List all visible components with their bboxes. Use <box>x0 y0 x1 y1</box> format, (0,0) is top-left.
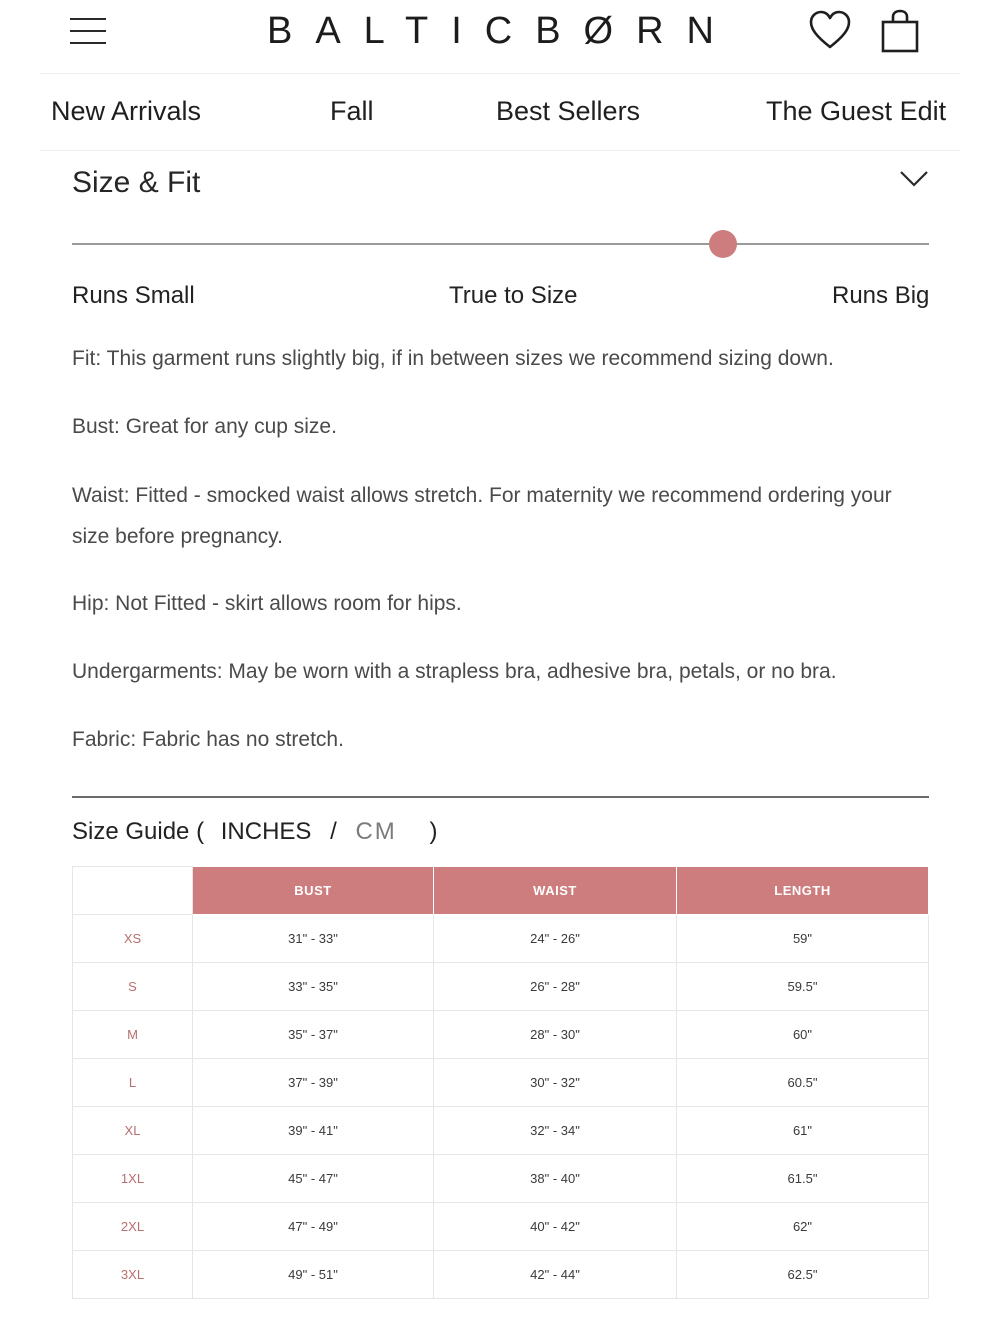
main-nav <box>0 88 1000 138</box>
hip-detail: Hip: Not Fitted - skirt allows room for hips. <box>72 592 462 615</box>
length-cell: 59.5" <box>677 963 929 1011</box>
fit-slider-track <box>72 243 929 245</box>
table-row <box>73 1107 929 1155</box>
table-row <box>73 963 929 1011</box>
length-cell: 59" <box>677 915 929 963</box>
nav-item-best-sellers[interactable]: Best Sellers <box>496 96 641 126</box>
table-row <box>73 1059 929 1107</box>
site-header <box>0 0 1000 72</box>
scale-label-runs-small: Runs Small <box>72 282 195 309</box>
table-row <box>73 1203 929 1251</box>
fit-slider <box>72 230 929 260</box>
table-row <box>73 1251 929 1299</box>
length-cell: 60" <box>677 1011 929 1059</box>
size-cell: 2XL <box>73 1203 193 1251</box>
length-cell: 61.5" <box>677 1155 929 1203</box>
bust-cell: 47" - 49" <box>193 1203 434 1251</box>
bust-detail: Bust: Great for any cup size. <box>72 415 337 438</box>
waist-cell: 38" - 40" <box>434 1155 677 1203</box>
nav-divider <box>40 150 960 151</box>
nav-item-fall[interactable]: Fall <box>330 96 374 126</box>
section-divider <box>72 796 929 798</box>
chevron-down-icon[interactable] <box>898 168 930 190</box>
waist-cell: 30" - 32" <box>434 1059 677 1107</box>
size-guide-label: Size Guide ( <box>72 818 205 845</box>
size-guide-heading <box>72 818 437 846</box>
size-cell: 3XL <box>73 1251 193 1299</box>
unit-toggle-cm[interactable]: CM <box>355 818 397 845</box>
length-cell: 61" <box>677 1107 929 1155</box>
length-cell: 62.5" <box>677 1251 929 1299</box>
fit-slider-thumb[interactable] <box>709 230 737 258</box>
undergarments-detail: Undergarments: May be worn with a strapless bra, adhesive bra, petals, or no bra. <box>72 660 837 683</box>
size-cell: XS <box>73 915 193 963</box>
nav-item-the-guest-edit[interactable]: The Guest Edit <box>766 96 947 126</box>
table-header-blank <box>73 867 193 915</box>
waist-cell: 26" - 28" <box>434 963 677 1011</box>
fabric-detail: Fabric: Fabric has no stretch. <box>72 728 344 751</box>
scale-label-runs-big: Runs Big <box>832 282 930 309</box>
bust-cell: 45" - 47" <box>193 1155 434 1203</box>
brand-logo[interactable]: BALTICBØRN <box>266 10 737 52</box>
length-cell: 60.5" <box>677 1059 929 1107</box>
column-header-length: LENGTH <box>677 867 929 915</box>
size-cell: M <box>73 1011 193 1059</box>
table-header-row <box>73 867 929 915</box>
size-cell: S <box>73 963 193 1011</box>
size-fit-title[interactable]: Size & Fit <box>72 166 201 199</box>
size-cell: XL <box>73 1107 193 1155</box>
fit-detail: Fit: This garment runs slightly big, if in between sizes we recommend sizing down. <box>72 347 834 370</box>
heart-icon[interactable] <box>808 8 852 54</box>
bust-cell: 31" - 33" <box>193 915 434 963</box>
bust-cell: 35" - 37" <box>193 1011 434 1059</box>
bust-cell: 39" - 41" <box>193 1107 434 1155</box>
waist-cell: 42" - 44" <box>434 1251 677 1299</box>
hamburger-menu-icon[interactable] <box>70 14 106 48</box>
table-row <box>73 1011 929 1059</box>
shopping-bag-icon[interactable] <box>878 8 922 54</box>
bust-cell: 49" - 51" <box>193 1251 434 1299</box>
size-guide-close-paren: ) <box>429 818 438 845</box>
size-cell: L <box>73 1059 193 1107</box>
column-header-waist: WAIST <box>434 867 677 915</box>
table-row <box>73 915 929 963</box>
nav-item-new-arrivals[interactable]: New Arrivals <box>51 96 202 126</box>
waist-detail: Waist: Fitted - smocked waist allows stretch. For maternity we recommend ordering your size before pregnancy. <box>72 484 892 548</box>
length-cell: 62" <box>677 1203 929 1251</box>
waist-cell: 40" - 42" <box>434 1203 677 1251</box>
bust-cell: 37" - 39" <box>193 1059 434 1107</box>
bust-cell: 33" - 35" <box>193 963 434 1011</box>
waist-cell: 28" - 30" <box>434 1011 677 1059</box>
table-row <box>73 1155 929 1203</box>
waist-cell: 24" - 26" <box>434 915 677 963</box>
header-divider <box>40 73 960 74</box>
unit-toggle-inches[interactable]: INCHES <box>220 818 312 845</box>
size-cell: 1XL <box>73 1155 193 1203</box>
size-guide-table <box>72 866 929 1299</box>
unit-separator: / <box>330 818 337 845</box>
scale-label-true-to-size: True to Size <box>449 282 578 309</box>
waist-cell: 32" - 34" <box>434 1107 677 1155</box>
column-header-bust: BUST <box>193 867 434 915</box>
